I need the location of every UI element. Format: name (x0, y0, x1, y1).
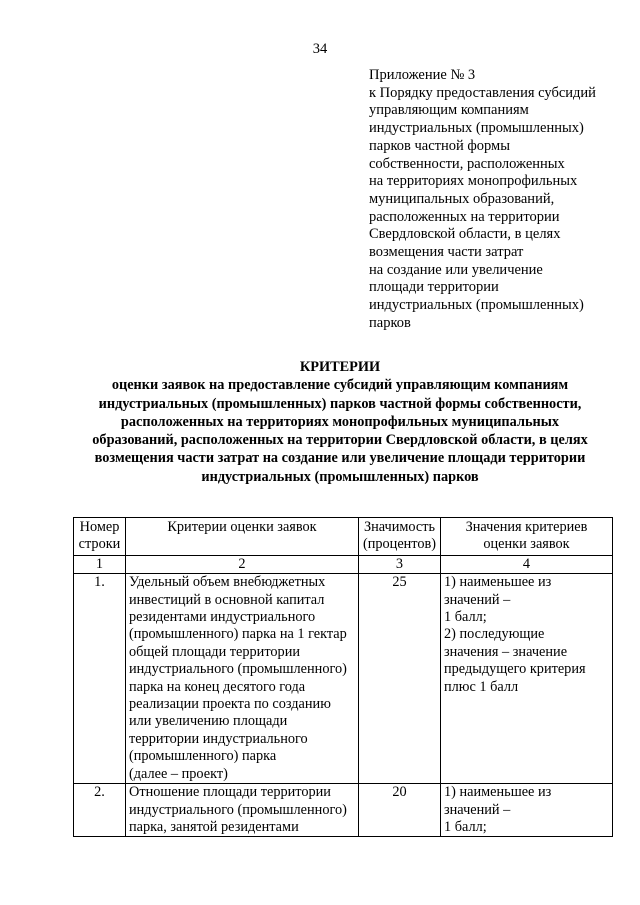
value-line: значения – значение (444, 643, 568, 660)
appendix-line: на территориях монопрофильных (369, 173, 578, 190)
table-header-row (74, 518, 613, 556)
criterion-cell (126, 574, 359, 784)
appendix-line: расположенных на территории (369, 208, 560, 225)
appendix-line: управляющим компаниям (369, 102, 529, 119)
value-line: 2) последующие (444, 626, 545, 643)
heading-subtitle-line: образований, расположенных на территории Свердловской области, в целях (92, 432, 588, 449)
criterion-line: или увеличению площади (129, 713, 288, 730)
heading-subtitle (60, 376, 620, 486)
column-number: 4 (441, 555, 613, 573)
column-number: 2 (126, 555, 359, 573)
heading-subtitle-line: индустриальных (промышленных) парков (201, 468, 479, 485)
criterion-cell (126, 784, 359, 837)
appendix-line: индустриальных (промышленных) (369, 297, 584, 314)
criteria-table (73, 517, 613, 837)
criterion-line: инвестиций в основной капитал (129, 591, 325, 608)
values-cell (441, 784, 613, 837)
table-row (74, 574, 613, 784)
appendix-line: парков (369, 314, 411, 331)
weight-cell: 20 (359, 784, 441, 837)
header-text: Значимость (363, 519, 436, 535)
values-cell (441, 574, 613, 784)
document-heading (60, 358, 620, 486)
value-line: 1 балл; (444, 818, 487, 835)
weight-cell: 25 (359, 574, 441, 784)
header-row-number (74, 518, 126, 556)
appendix-line: муниципальных образований, (369, 190, 555, 207)
criterion-line: общей площади территории (129, 643, 300, 660)
criterion-line: (промышленного) парка на 1 гектар (129, 626, 347, 643)
column-number: 1 (74, 555, 126, 573)
row-number: 2. (74, 784, 126, 837)
heading-subtitle-line: оценки заявок на предоставление субсидий управляющим компаниям (111, 377, 569, 394)
appendix-line: Приложение № 3 (369, 67, 476, 83)
value-line: 1 балл; (444, 609, 487, 626)
header-values (441, 518, 613, 556)
value-line: значений – (444, 591, 511, 608)
criterion-line: индустриального (промышленного) (129, 661, 347, 678)
appendix-line: на создание или увеличение (369, 261, 543, 278)
criterion-line: парка на конец десятого года (129, 678, 306, 695)
criterion-line: парка, занятой резидентами (129, 818, 299, 835)
header-text: оценки заявок (483, 536, 570, 553)
value-line: предыдущего критерия (444, 661, 586, 678)
criterion-line: (промышленного) парка (129, 748, 277, 765)
heading-subtitle-line: индустриальных (промышленных) парков частной формы собственности, (98, 395, 582, 412)
table-row (74, 784, 613, 837)
appendix-line: площади территории (369, 279, 499, 296)
header-weight (359, 518, 441, 556)
row-number: 1. (74, 574, 126, 784)
column-number: 3 (359, 555, 441, 573)
appendix-line: индустриальных (промышленных) (369, 120, 584, 137)
value-line: плюс 1 балл (444, 678, 519, 695)
header-text: Значения критериев (465, 519, 588, 535)
criterion-line: Удельный объем внебюджетных (129, 574, 326, 591)
appendix-line: Свердловской области, в целях (369, 226, 561, 243)
appendix-line: возмещения части затрат (369, 244, 524, 261)
page-number: 34 (312, 41, 328, 57)
criterion-line: индустриального (промышленного) (129, 801, 347, 818)
heading-title: КРИТЕРИИ (299, 359, 381, 375)
criterion-line: (далее – проект) (129, 765, 228, 782)
header-text: Номер (79, 519, 120, 535)
appendix-line: парков частной формы (369, 137, 510, 154)
header-text: (процентов) (362, 536, 437, 553)
value-line: 1) наименьшее из (444, 784, 552, 801)
criterion-line: Отношение площади территории (129, 784, 331, 801)
value-line: 1) наименьшее из (444, 574, 552, 591)
header-criteria (126, 518, 359, 556)
appendix-block (369, 67, 629, 333)
criterion-line: территории индустриального (129, 730, 308, 747)
heading-subtitle-line: расположенных на территориях монопрофильных муниципальных (120, 413, 560, 430)
header-text: Критерии оценки заявок (167, 519, 317, 535)
header-text: строки (78, 536, 121, 553)
appendix-line: собственности, расположенных (369, 155, 565, 172)
column-number-row (74, 555, 613, 573)
criterion-line: реализации проекта по созданию (129, 696, 331, 713)
heading-subtitle-line: возмещения части затрат на создание или увеличение площади территории (94, 450, 586, 467)
appendix-line: к Порядку предоставления субсидий (369, 84, 596, 101)
criterion-line: резидентами индустриального (129, 609, 316, 626)
value-line: значений – (444, 801, 511, 818)
